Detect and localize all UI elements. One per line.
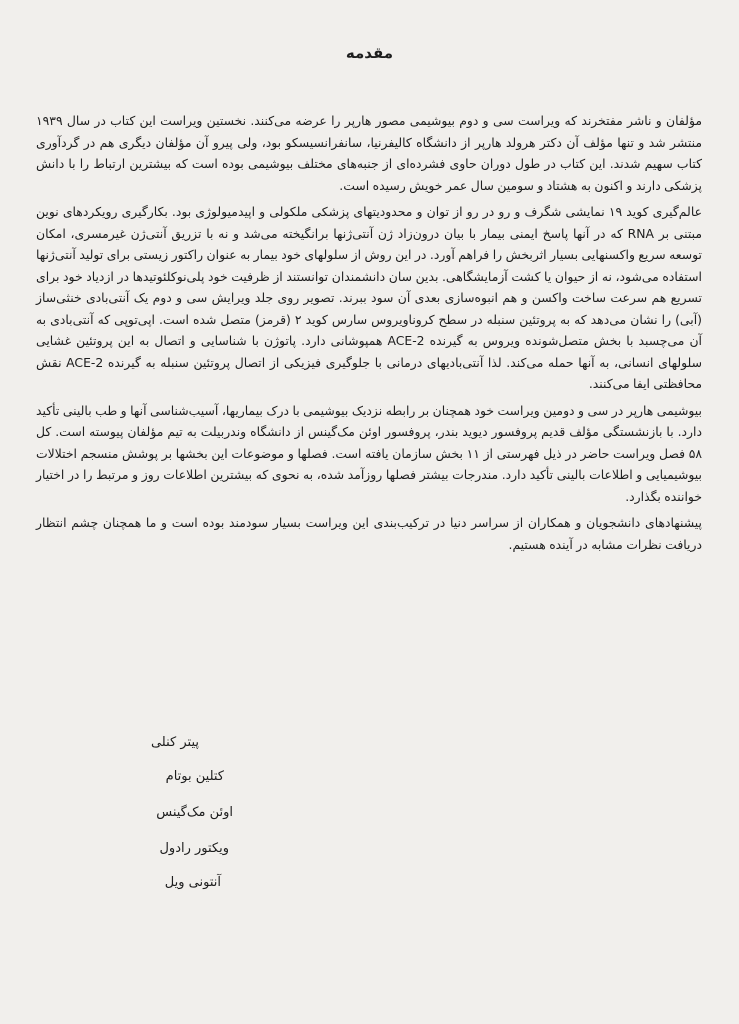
author-name: پیتر کنلی bbox=[150, 735, 199, 750]
page-title: مقدمه bbox=[345, 44, 394, 62]
author-name: ویکتور رادول bbox=[159, 841, 229, 856]
preface-body bbox=[36, 110, 702, 560]
paragraph-1: مؤلفان و ناشر مفتخرند که ویراست سی و دوم بیوشیمی مصور هارپر را عرضه می‌کنند. نخستین ویراست این کتاب در سال ۱۹۳۹ منتشر شد و تنها مؤلف آن دکتر هرولد هارپر از دانشگاه کالیفرنیا، سانفرانسیسکو بود، ولی پیرو آن مؤلفان دیگری هم در گردآوری کتاب سهیم شدند. این کتاب در طول دوران حاوی فشرده‌ای از جنبه‌های مختلف بیوشیمی بوده است که بیشترین ارتباط را با دانش پزشکی دارند و اکنون به هشتاد و سومین سال عمر خویش رسیده است. bbox=[36, 113, 702, 193]
paragraph-4: پیشنهادهای دانشجویان و همکاران از سراسر دنیا در ترکیب‌بندی این ویراست بسیار سودمند بوده است و ما همچنان چشم انتظار دریافت نظرات مشابه در آینده هستیم. bbox=[36, 515, 702, 552]
paragraph-3: بیوشیمی هارپر در سی و دومین ویراست خود همچنان بر رابطه نزدیک بیوشیمی با درک بیماریها، آسیب‌شناسی آنها و طب بالینی تأکید دارد. با بازنشستگی مؤلف قدیم پروفسور دیوید بندر، پروفسور اوئن مک‌گینس از دانشگاه وندربیلت به تیم مؤلفان پیوسته است. کل ۵۸ فصل ویراست حاضر در ذیل فهرستی از ۱۱ بخش سازمان یافته است. فصلها و موضوعات این بخشها بر پوشش منسجم اختلالات بیوشیمیایی و اطلاعات بالینی تأکید دارد. مندرجات بیشتر فصلها روزآمد شده، به نحوی که بیشترین اطلاعات روز و مرتبط را در اختیار خواننده بگذارد. bbox=[36, 402, 702, 504]
author-name: کتلین بوتام bbox=[165, 769, 224, 784]
paragraph-2: عالم‌گیری کوید ۱۹ نمایشی شگرف و رو در رو از توان و محدودیتهای پزشکی ملکولی و اپیدمیولوژی بود. بکارگیری رویکردهای نوین مبتنی بر RNA که در آنها پاسخ ایمنی بیمار با بیان درون‌زاد ژن آنتی‌ژنها برانگیخته می‌شد و نه با تزریق آنتی‌ژن غیرمسری، امکان توسعه سریع واکسنهایی بسیار اثربخش را فراهم آورد. در این روش از سلولهای خود بیمار به عنوان راکتور زیستی برای تولید آنتی‌ژنها استفاده می‌شود، نه از حیوان یا کشت آزمایشگاهی. بدین سان دانشمندان توانستند از ظرفیت خود پلی‌نوکلئوتیدها در ازدیاد خود برای تسریع هم سرعت ساخت واکسن و هم انبوه‌سازی بعدی آن سود ببرند. تصویر روی جلد ویرایش سی و دوم یک آنتی‌بادی خنثی‌ساز (آبی) را نشان می‌دهد که به پروتئین سنبله در سطح کروناویروس سارس کوید ۲ (قرمز) متصل شده است. اپی‌توپی که آنتی‌بادی به آن می‌چسبد با بخش متصل‌شونده ویروس به گیرنده ACE-2 همپوشانی دارد. پاتوژن با شناسایی و اتصال به این پروتئین غشایی سلولهای انسانی، به آنها حمله می‌کند. لذا آنتی‌بادیهای درمانی با جلوگیری فیزیکی از اتصال پروتئین سنبله به گیرنده ACE-2 نقش محافظتی ایفا می‌کنند. bbox=[36, 204, 702, 391]
author-name: آنتونی ویل bbox=[164, 875, 221, 890]
author-name: اوئن مک‌گینس bbox=[156, 805, 233, 820]
